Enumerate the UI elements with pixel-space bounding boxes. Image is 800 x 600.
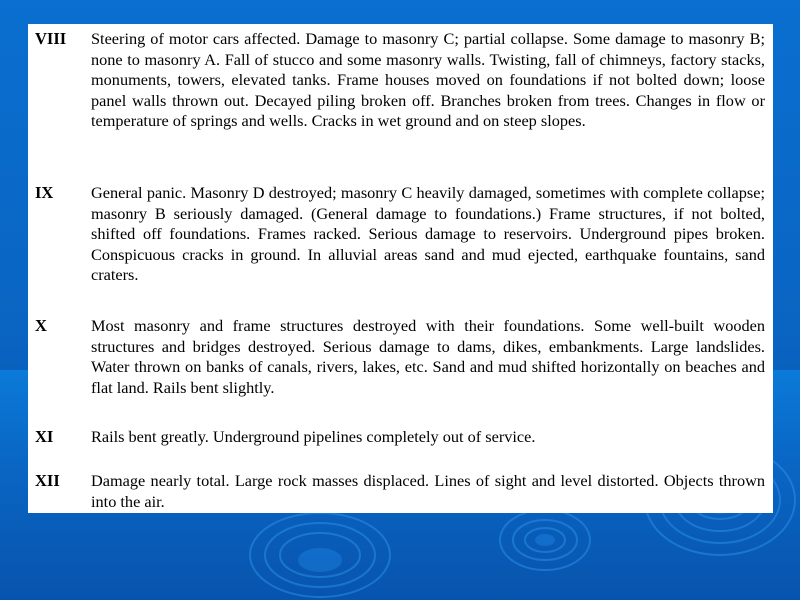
intensity-description: Damage nearly total. Large rock masses displaced. Lines of sight and level distorted. Objects thrown into the air.	[91, 471, 765, 511]
intensity-level: VIII	[35, 29, 67, 48]
intensity-level: X	[35, 316, 47, 335]
intensity-scale-table	[28, 24, 773, 513]
intensity-level: IX	[35, 183, 54, 202]
intensity-description: Most masonry and frame structures destroyed with their foundations. Some well-built wooden structures and bridges destroyed. Serious damage to dams, dikes, embankments. Large landslides. Water thrown on banks of canals, rivers, lakes, etc. Sand and mud shifted horizontally on beaches and flat land. Rails bent slightly.	[91, 316, 765, 397]
intensity-description: Rails bent greatly. Underground pipelines completely out of service.	[91, 427, 536, 446]
intensity-description: General panic. Masonry D destroyed; masonry C heavily damaged, sometimes with complete collapse; masonry B seriously damaged. (General damage to foundations.) Frame structures, if not bolted, shifted off foundations. Frames racked. Serious damage to reservoirs. Underground pipes broken. Conspicuous cracks in ground. In alluvial areas sand and mud ejected, earthquake fountains, sand craters.	[91, 183, 765, 284]
intensity-level: XII	[35, 471, 60, 490]
intensity-level: XI	[35, 427, 54, 446]
intensity-description: Steering of motor cars affected. Damage to masonry C; partial collapse. Some damage to masonry B; none to masonry A. Fall of stucco and some masonry walls. Twisting, fall of chimneys, factory stacks, monuments, towers, elevated tanks. Frame houses moved on foundations if not bolted down; loose panel walls thrown out. Decayed piling broken off. Branches broken from trees. Changes in flow or temperature of springs and wells. Cracks in wet ground and on steep slopes.	[91, 29, 765, 130]
